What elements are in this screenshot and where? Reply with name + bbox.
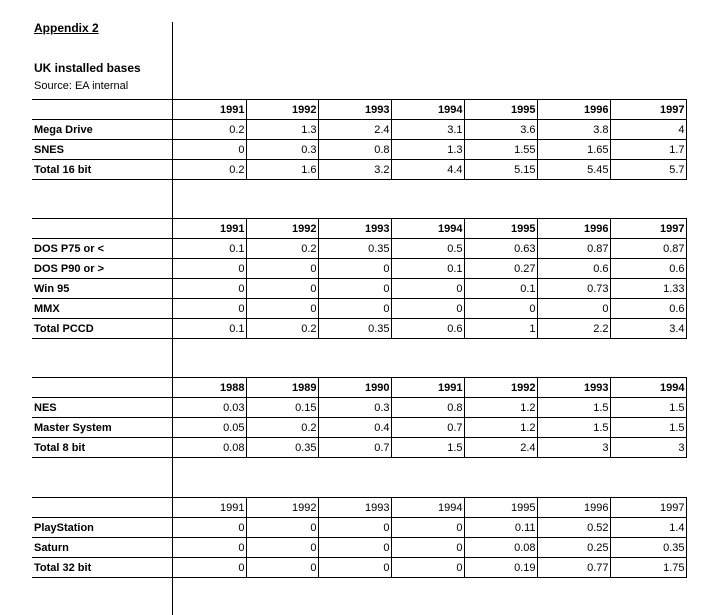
value-cell: 0.3: [318, 398, 391, 418]
value-cell: 1: [464, 319, 537, 339]
value-cell: 0: [246, 518, 318, 538]
table-row: [32, 538, 686, 558]
year-cell: 1989: [246, 378, 318, 398]
value-cell: 0: [172, 538, 246, 558]
value-cell: 3: [610, 438, 686, 458]
table-32-bit: [32, 497, 687, 578]
year-header-row: [32, 219, 686, 239]
value-cell: 2.4: [464, 438, 537, 458]
value-cell: 0.1: [464, 279, 537, 299]
value-cell: 1.7: [610, 140, 686, 160]
value-cell: 0: [172, 558, 246, 578]
value-cell: 0.6: [537, 259, 610, 279]
table-16-bit: [32, 99, 687, 180]
section-separator: [32, 457, 686, 458]
value-cell: 0.35: [610, 538, 686, 558]
year-cell: 1996: [537, 100, 610, 120]
value-cell: 1.6: [246, 160, 318, 180]
row-label: NES: [32, 398, 172, 418]
value-cell: 0: [172, 299, 246, 319]
year-cell: 1996: [537, 219, 610, 239]
value-cell: 1.5: [610, 398, 686, 418]
value-cell: 4.4: [391, 160, 464, 180]
value-cell: 0: [391, 558, 464, 578]
year-cell: 1991: [172, 498, 246, 518]
value-cell: 3.8: [537, 120, 610, 140]
row-label: Total 32 bit: [32, 558, 172, 578]
value-cell: 1.3: [246, 120, 318, 140]
sheet-subtitle: UK installed bases: [34, 61, 141, 75]
value-cell: 1.2: [464, 418, 537, 438]
value-cell: 0.6: [610, 259, 686, 279]
value-cell: 0.35: [246, 438, 318, 458]
row-label: Total 16 bit: [32, 160, 172, 180]
value-cell: 0.8: [318, 140, 391, 160]
value-cell: 0.11: [464, 518, 537, 538]
value-cell: 0.25: [537, 538, 610, 558]
table-row: [32, 140, 686, 160]
value-cell: 1.4: [610, 518, 686, 538]
table-8-bit: [32, 377, 687, 458]
year-cell: 1993: [318, 100, 391, 120]
value-cell: 0.35: [318, 239, 391, 259]
value-cell: 0: [318, 279, 391, 299]
year-cell: 1996: [537, 498, 610, 518]
value-cell: 0: [391, 299, 464, 319]
value-cell: 0.5: [391, 239, 464, 259]
year-cell: 1993: [318, 219, 391, 239]
section-separator: [32, 179, 686, 180]
year-header-row: [32, 378, 686, 398]
value-cell: 0.87: [537, 239, 610, 259]
value-cell: 0: [246, 279, 318, 299]
year-cell: 1992: [246, 219, 318, 239]
total-row: [32, 160, 686, 180]
value-cell: 1.55: [464, 140, 537, 160]
value-cell: 3.2: [318, 160, 391, 180]
total-row: [32, 558, 686, 578]
row-label: Win 95: [32, 279, 172, 299]
year-header-row: [32, 100, 686, 120]
value-cell: 3: [537, 438, 610, 458]
section-separator: [32, 338, 686, 339]
value-cell: 0.27: [464, 259, 537, 279]
value-cell: 3.6: [464, 120, 537, 140]
value-cell: 2.4: [318, 120, 391, 140]
value-cell: 0: [318, 259, 391, 279]
value-cell: 0.1: [172, 319, 246, 339]
year-cell: 1992: [246, 100, 318, 120]
value-cell: 0.03: [172, 398, 246, 418]
year-cell: 1992: [464, 378, 537, 398]
value-cell: 0: [318, 518, 391, 538]
year-cell: 1997: [610, 498, 686, 518]
row-label: Mega Drive: [32, 120, 172, 140]
value-cell: 0.4: [318, 418, 391, 438]
year-cell: 1990: [318, 378, 391, 398]
value-cell: 0.05: [172, 418, 246, 438]
value-cell: 1.5: [537, 418, 610, 438]
year-cell: 1997: [610, 100, 686, 120]
row-label: Saturn: [32, 538, 172, 558]
value-cell: 5.45: [537, 160, 610, 180]
section-separator: [32, 577, 686, 578]
value-cell: 2.2: [537, 319, 610, 339]
value-cell: 0: [246, 259, 318, 279]
value-cell: 0.2: [172, 160, 246, 180]
value-cell: 0: [464, 299, 537, 319]
value-cell: 0.19: [464, 558, 537, 578]
table-row: [32, 418, 686, 438]
year-cell: 1991: [172, 100, 246, 120]
value-cell: 0.1: [391, 259, 464, 279]
total-row: [32, 319, 686, 339]
value-cell: 0.63: [464, 239, 537, 259]
year-header-row: [32, 498, 686, 518]
value-cell: 0: [391, 279, 464, 299]
value-cell: 1.2: [464, 398, 537, 418]
value-cell: 0: [172, 140, 246, 160]
table-row: [32, 518, 686, 538]
value-cell: 5.15: [464, 160, 537, 180]
year-cell: 1992: [246, 498, 318, 518]
value-cell: 1.75: [610, 558, 686, 578]
value-cell: 0.73: [537, 279, 610, 299]
year-cell: 1988: [172, 378, 246, 398]
year-cell: 1991: [172, 219, 246, 239]
value-cell: 0.52: [537, 518, 610, 538]
value-cell: 0.3: [246, 140, 318, 160]
row-label: Master System: [32, 418, 172, 438]
row-label: MMX: [32, 299, 172, 319]
table-row: [32, 398, 686, 418]
total-row: [32, 438, 686, 458]
table-pccd: [32, 218, 687, 339]
year-cell: 1994: [391, 219, 464, 239]
value-cell: 0.15: [246, 398, 318, 418]
value-cell: 0: [246, 299, 318, 319]
value-cell: 0.7: [391, 418, 464, 438]
value-cell: 0.7: [318, 438, 391, 458]
appendix-title: Appendix 2: [34, 21, 99, 35]
row-label: DOS P90 or >: [32, 259, 172, 279]
value-cell: 0: [246, 558, 318, 578]
value-cell: 0.8: [391, 398, 464, 418]
value-cell: 1.5: [537, 398, 610, 418]
value-cell: 1.65: [537, 140, 610, 160]
year-cell: 1995: [464, 100, 537, 120]
year-cell: 1994: [391, 498, 464, 518]
year-cell: 1993: [537, 378, 610, 398]
value-cell: 0: [318, 558, 391, 578]
value-cell: 0.6: [610, 299, 686, 319]
value-cell: 1.5: [610, 418, 686, 438]
row-label: Total 8 bit: [32, 438, 172, 458]
row-label: SNES: [32, 140, 172, 160]
row-label: DOS P75 or <: [32, 239, 172, 259]
table-row: [32, 299, 686, 319]
value-cell: 0.6: [391, 319, 464, 339]
row-label: PlayStation: [32, 518, 172, 538]
value-cell: 0.2: [172, 120, 246, 140]
value-cell: 0.2: [246, 319, 318, 339]
year-cell: 1997: [610, 219, 686, 239]
value-cell: 0: [246, 538, 318, 558]
table-row: [32, 239, 686, 259]
value-cell: 0: [172, 518, 246, 538]
year-cell: 1994: [391, 100, 464, 120]
year-cell: 1995: [464, 219, 537, 239]
table-row: [32, 120, 686, 140]
value-cell: 3.4: [610, 319, 686, 339]
value-cell: 0: [172, 259, 246, 279]
year-cell: 1995: [464, 498, 537, 518]
year-cell: 1993: [318, 498, 391, 518]
value-cell: 0.87: [610, 239, 686, 259]
row-label: Total PCCD: [32, 319, 172, 339]
value-cell: 0: [318, 538, 391, 558]
value-cell: 0.77: [537, 558, 610, 578]
year-cell: 1994: [610, 378, 686, 398]
value-cell: 0.08: [464, 538, 537, 558]
value-cell: 0.1: [172, 239, 246, 259]
table-row: [32, 259, 686, 279]
value-cell: 1.33: [610, 279, 686, 299]
value-cell: 0.2: [246, 239, 318, 259]
value-cell: 0: [391, 518, 464, 538]
value-cell: 5.7: [610, 160, 686, 180]
value-cell: 1.5: [391, 438, 464, 458]
value-cell: 1.3: [391, 140, 464, 160]
value-cell: 0: [172, 279, 246, 299]
value-cell: 0.08: [172, 438, 246, 458]
source-note: Source: EA internal: [34, 80, 129, 92]
value-cell: 0.35: [318, 319, 391, 339]
year-cell: 1991: [391, 378, 464, 398]
value-cell: 0: [318, 299, 391, 319]
value-cell: 4: [610, 120, 686, 140]
value-cell: 3.1: [391, 120, 464, 140]
value-cell: 0: [391, 538, 464, 558]
value-cell: 0: [537, 299, 610, 319]
table-row: [32, 279, 686, 299]
value-cell: 0.2: [246, 418, 318, 438]
